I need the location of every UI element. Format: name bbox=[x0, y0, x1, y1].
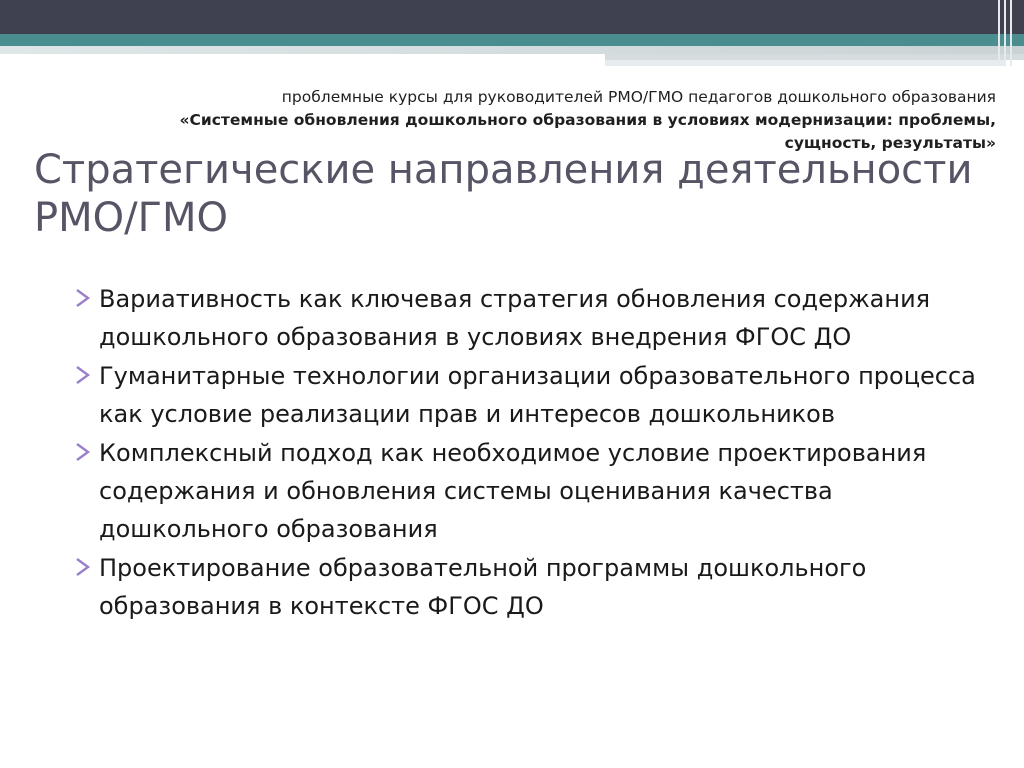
bullet-item bbox=[72, 549, 992, 625]
course-subtitle-line-2: «Системные обновления дошкольного образования в условиях модернизации: проблемы, сущность, результаты» bbox=[179, 111, 996, 152]
vertical-stripe bbox=[1004, 0, 1006, 66]
bullet-item bbox=[72, 434, 992, 548]
bullet-item bbox=[72, 280, 992, 356]
header-band-light bbox=[0, 46, 1024, 54]
bullet-text: Гуманитарные технологии организации образовательного процесса как условие реализации прав и интересов дошкольников bbox=[99, 362, 976, 428]
vertical-stripe bbox=[998, 0, 1000, 66]
bullet-text: Комплексный подход как необходимое условие проектирования содержания и обновления системы оценивания качества дошкольного образования bbox=[99, 439, 927, 543]
bullet-text: Проектирование образовательной программы дошкольного образования в контексте ФГОС ДО bbox=[99, 554, 867, 620]
chevron-right-icon bbox=[74, 556, 92, 578]
bullet-item bbox=[72, 357, 992, 433]
slide-title: Стратегические направления деятельности РМО/ГМО bbox=[34, 147, 973, 241]
header-band-dark bbox=[0, 0, 1024, 34]
chevron-right-icon bbox=[74, 364, 92, 386]
header-band-step-2 bbox=[605, 60, 1005, 66]
course-subtitle-line-1: проблемные курсы для руководителей РМО/ГМО педагогов дошкольного образования bbox=[281, 88, 996, 106]
header-band-teal bbox=[0, 34, 1024, 46]
chevron-right-icon bbox=[74, 287, 92, 309]
vertical-stripe bbox=[1010, 0, 1012, 66]
bullet-list bbox=[72, 280, 992, 626]
bullet-text: Вариативность как ключевая стратегия обновления содержания дошкольного образования в условиях внедрения ФГОС ДО bbox=[99, 285, 931, 351]
course-subtitle bbox=[96, 86, 996, 155]
chevron-right-icon bbox=[74, 441, 92, 463]
header-vertical-stripes bbox=[994, 0, 1024, 66]
